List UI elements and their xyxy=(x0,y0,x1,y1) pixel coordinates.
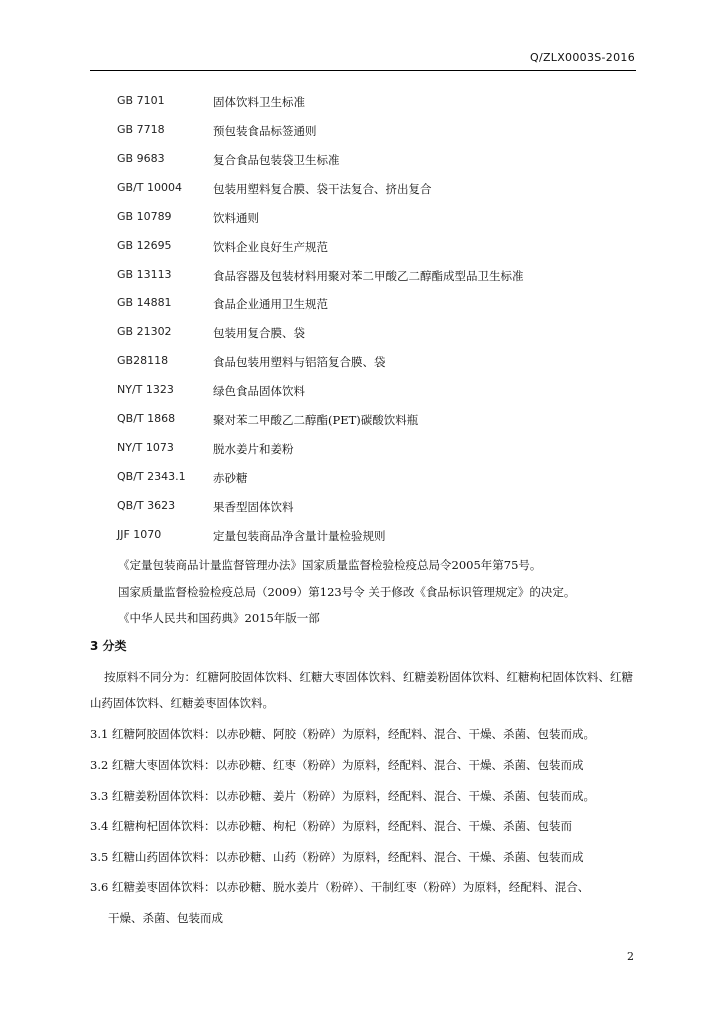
standards-list xyxy=(0,94,724,557)
standard-code: GB 13113 xyxy=(117,267,172,281)
standard-code: GB 12695 xyxy=(117,238,172,252)
standard-row xyxy=(0,152,724,181)
standard-row xyxy=(0,210,724,239)
classification-item: 3.6 红糖姜枣固体饮料：以赤砂糖、脱水姜片（粉碎）、干制红枣（粉碎）为原料，经配料、混合、 xyxy=(90,880,590,894)
standard-row xyxy=(0,354,724,383)
reference-line: 《定量包装商品计量监督管理办法》国家质量监督检验检疫总局令2005年第75号。 xyxy=(118,558,542,572)
standard-title: 绿色食品固体饮料 xyxy=(213,384,305,399)
classification-item: 3.3 红糖姜粉固体饮料：以赤砂糖、姜片（粉碎）为原料，经配料、混合、干燥、杀菌、包装而成。 xyxy=(90,789,595,803)
standard-row xyxy=(0,123,724,152)
standard-row xyxy=(0,528,724,557)
standard-title: 食品容器及包装材料用聚对苯二甲酸乙二醇酯成型品卫生标准 xyxy=(213,268,524,283)
standard-code: GB28118 xyxy=(117,354,169,368)
standard-title: 固体饮料卫生标准 xyxy=(213,95,305,109)
standard-title: 脱水姜片和姜粉 xyxy=(213,442,294,457)
standard-code: GB 21302 xyxy=(117,325,172,339)
standard-code: JJF 1070 xyxy=(117,527,162,541)
standard-code: GB 14881 xyxy=(117,296,172,310)
standard-code: NY/T 1323 xyxy=(117,383,174,397)
standard-row xyxy=(0,441,724,470)
classification-item: 3.5 红糖山药固体饮料：以赤砂糖、山药（粉碎）为原料，经配料、混合、干燥、杀菌、包装而成 xyxy=(90,850,584,864)
section-title: 3 分类 xyxy=(90,639,127,653)
classification-item-continuation: 干燥、杀菌、包装而成 xyxy=(108,911,223,925)
classification-item: 3.1 红糖阿胶固体饮料：以赤砂糖、阿胶（粉碎）为原料，经配料、混合、干燥、杀菌、包装而成。 xyxy=(90,727,595,741)
standard-title: 赤砂糖 xyxy=(213,470,248,485)
standard-title: 食品包装用塑料与铝箔复合膜、袋 xyxy=(213,355,386,370)
standard-row xyxy=(0,181,724,210)
standard-code: QB/T 2343.1 xyxy=(117,469,186,483)
standard-row xyxy=(0,239,724,268)
document-code: Q/ZLX0003S-2016 xyxy=(529,51,635,64)
standard-title: 饮料通则 xyxy=(213,210,259,225)
standard-code: NY/T 1073 xyxy=(117,441,174,455)
reference-line: 《中华人民共和国药典》2015年版一部 xyxy=(118,611,320,625)
standard-title: 包装用复合膜、袋 xyxy=(213,326,305,341)
standard-row xyxy=(0,296,724,325)
standard-title: 食品企业通用卫生规范 xyxy=(213,297,328,312)
standard-row xyxy=(0,470,724,499)
standard-row xyxy=(0,412,724,441)
standard-row xyxy=(0,268,724,297)
standard-title: 聚对苯二甲酸乙二醇酯(PET)碳酸饮料瓶 xyxy=(213,413,419,428)
standard-code: GB 7101 xyxy=(117,94,165,107)
page-number: 2 xyxy=(627,950,634,963)
standard-title: 包装用塑料复合膜、袋干法复合、挤出复合 xyxy=(213,181,432,196)
classification-item: 3.4 红糖枸杞固体饮料：以赤砂糖、枸杞（粉碎）为原料，经配料、混合、干燥、杀菌、包装而 xyxy=(90,819,572,833)
standard-code: GB 7718 xyxy=(117,122,165,136)
standard-code: QB/T 3623 xyxy=(117,498,176,512)
standard-title: 果香型固体饮料 xyxy=(213,499,294,514)
standard-code: GB/T 10004 xyxy=(117,180,182,194)
standard-code: QB/T 1868 xyxy=(117,412,176,426)
standard-title: 预包装食品标签通则 xyxy=(213,123,317,138)
standard-title: 定量包装商品净含量计量检验规则 xyxy=(213,528,386,543)
reference-line: 国家质量监督检验检疫总局（2009）第123号令 关于修改《食品标识管理规定》的决定。 xyxy=(118,585,576,599)
standard-code: GB 10789 xyxy=(117,209,172,223)
standard-row xyxy=(0,383,724,412)
header-rule xyxy=(90,70,636,71)
section-intro: 按原料不同分为：红糖阿胶固体饮料、红糖大枣固体饮料、红糖姜粉固体饮料、红糖枸杞固体饮料、红糖山药固体饮料、红糖姜枣固体饮料。 xyxy=(90,670,633,710)
standard-row xyxy=(0,94,724,123)
standard-row xyxy=(0,499,724,528)
standard-title: 复合食品包装袋卫生标准 xyxy=(213,152,340,167)
classification-item: 3.2 红糖大枣固体饮料：以赤砂糖、红枣（粉碎）为原料，经配料、混合、干燥、杀菌、包装而成 xyxy=(90,758,584,772)
standard-row xyxy=(0,325,724,354)
standard-title: 饮料企业良好生产规范 xyxy=(213,239,328,254)
standard-code: GB 9683 xyxy=(117,151,165,165)
